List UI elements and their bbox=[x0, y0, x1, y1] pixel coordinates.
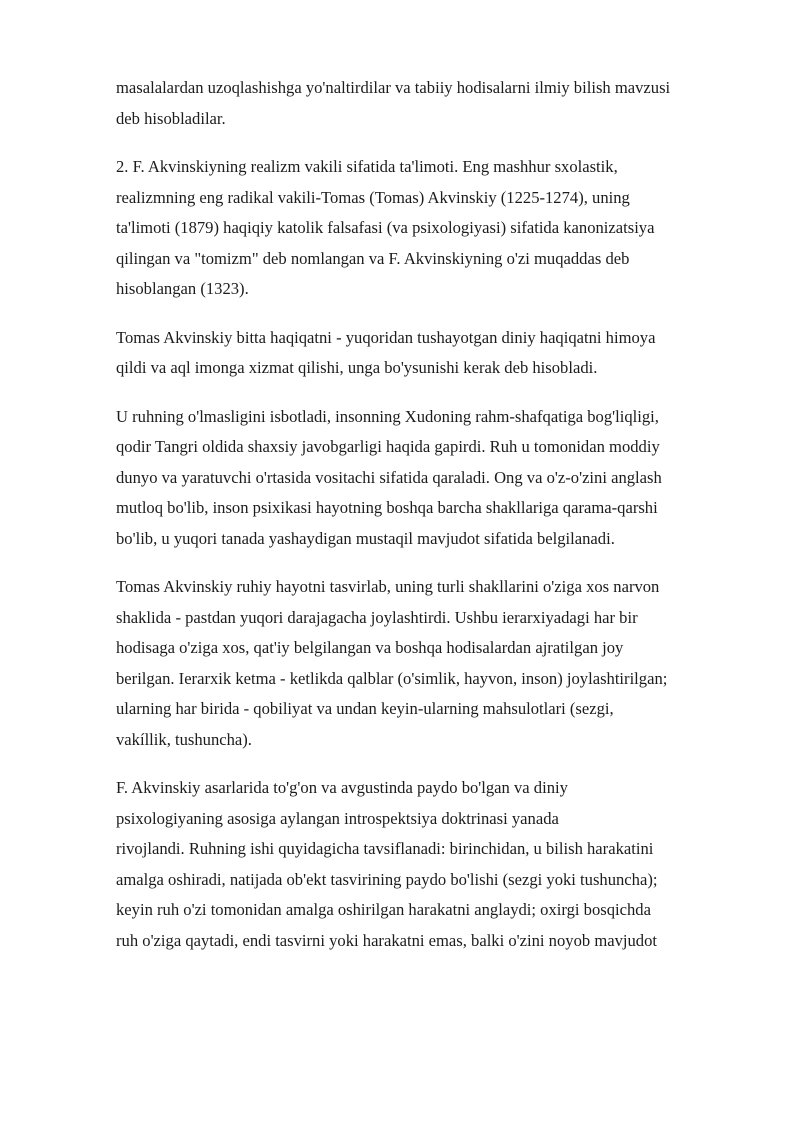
text-line: rivojlandi. Ruhning ishi quyidagicha tavsiflanadi: birinchidan, u bilish harakatini bbox=[116, 839, 654, 858]
text-line: Tomas Akvinskiy ruhiy hayotni tasvirlab, uning turli shakllarini o'ziga xos narvon bbox=[116, 577, 660, 596]
document-body bbox=[116, 73, 746, 974]
text-line: psixologiyaning asosiga aylangan introspektsiya doktrinasi yanada bbox=[116, 808, 559, 828]
text-line: hodisaga o'ziga xos, qat'iy belgilangan va boshqa hodisalardan ajratilgan joy bbox=[116, 638, 624, 657]
text-line: deb hisobladilar. bbox=[116, 108, 226, 128]
text-line: vakíllik, tushuncha). bbox=[116, 729, 252, 749]
text-line: bo'lib, u yuqori tanada yashaydigan mustaqil mavjudot sifatida belgilanadi. bbox=[116, 528, 615, 548]
text-line: keyin ruh o'zi tomonidan amalga oshirilgan harakatni anglaydi; oxirgi bosqichda bbox=[116, 900, 651, 919]
paragraph-1 bbox=[116, 73, 746, 134]
paragraph-6 bbox=[116, 773, 746, 956]
text-line: realizmning eng radikal vakili-Tomas (Tomas) Akvinskiy (1225-1274), uning bbox=[116, 187, 630, 207]
paragraph-5 bbox=[116, 572, 746, 755]
text-line: F. Akvinskiy asarlarida to'g'on va avgustinda paydo bo'lgan va diniy bbox=[116, 778, 568, 797]
paragraph-4 bbox=[116, 402, 746, 555]
paragraph-3 bbox=[116, 323, 746, 384]
text-line: hisoblangan (1323). bbox=[116, 279, 249, 298]
text-line: mutloq bo'lib, inson psixikasi hayotning boshqa barcha shakllariga qarama-qarshi bbox=[116, 498, 658, 517]
text-line: qildi va aql imonga xizmat qilishi, unga bo'ysunishi kerak deb hisobladi. bbox=[116, 358, 598, 377]
text-line: ruh o'ziga qaytadi, endi tasvirni yoki harakatni emas, balki o'zini noyob mavjudot bbox=[116, 930, 657, 950]
text-line: ularning har birida - qobiliyat va undan keyin-ularning mahsulotlari (sezgi, bbox=[116, 699, 614, 718]
text-line: Tomas Akvinskiy bitta haqiqatni - yuqoridan tushayotgan diniy haqiqatni himoya bbox=[116, 327, 656, 347]
text-line: berilgan. Ierarxik ketma - ketlikda qalblar (o'simlik, hayvon, inson) joylashtirilgan; bbox=[116, 668, 668, 688]
text-line: U ruhning o'lmasligini isbotladi, insonning Xudoning rahm-shafqatiga bog'liqligi, bbox=[116, 406, 659, 426]
text-line: 2. F. Akvinskiyning realizm vakili sifatida ta'limoti. Eng mashhur sxolastik, bbox=[116, 157, 618, 176]
text-line: masalalardan uzoqlashishga yo'naltirdilar va tabiiy hodisalarni ilmiy bilish mavzusi bbox=[116, 78, 671, 97]
text-line: ta'limoti (1879) haqiqiy katolik falsafasi (va psixologiyasi) sifatida kanonizatsiya bbox=[116, 218, 655, 237]
text-line: amalga oshiradi, natijada ob'ekt tasvirining paydo bo'lishi (sezgi yoki tushuncha); bbox=[116, 869, 658, 889]
text-line: dunyo va yaratuvchi o'rtasida vositachi sifatida qaraladi. Ong va o'z-o'zini anglash bbox=[116, 467, 662, 487]
text-line: qilingan va "tomizm" deb nomlangan va F. Akvinskiyning o'zi muqaddas deb bbox=[116, 248, 630, 268]
text-line: shaklida - pastdan yuqori darajagacha joylashtirdi. Ushbu ierarxiyadagi har bir bbox=[116, 607, 638, 627]
text-line: qodir Tangri oldida shaxsiy javobgarligi haqida gapirdi. Ruh u tomonidan moddiy bbox=[116, 437, 660, 456]
paragraph-2 bbox=[116, 152, 746, 305]
